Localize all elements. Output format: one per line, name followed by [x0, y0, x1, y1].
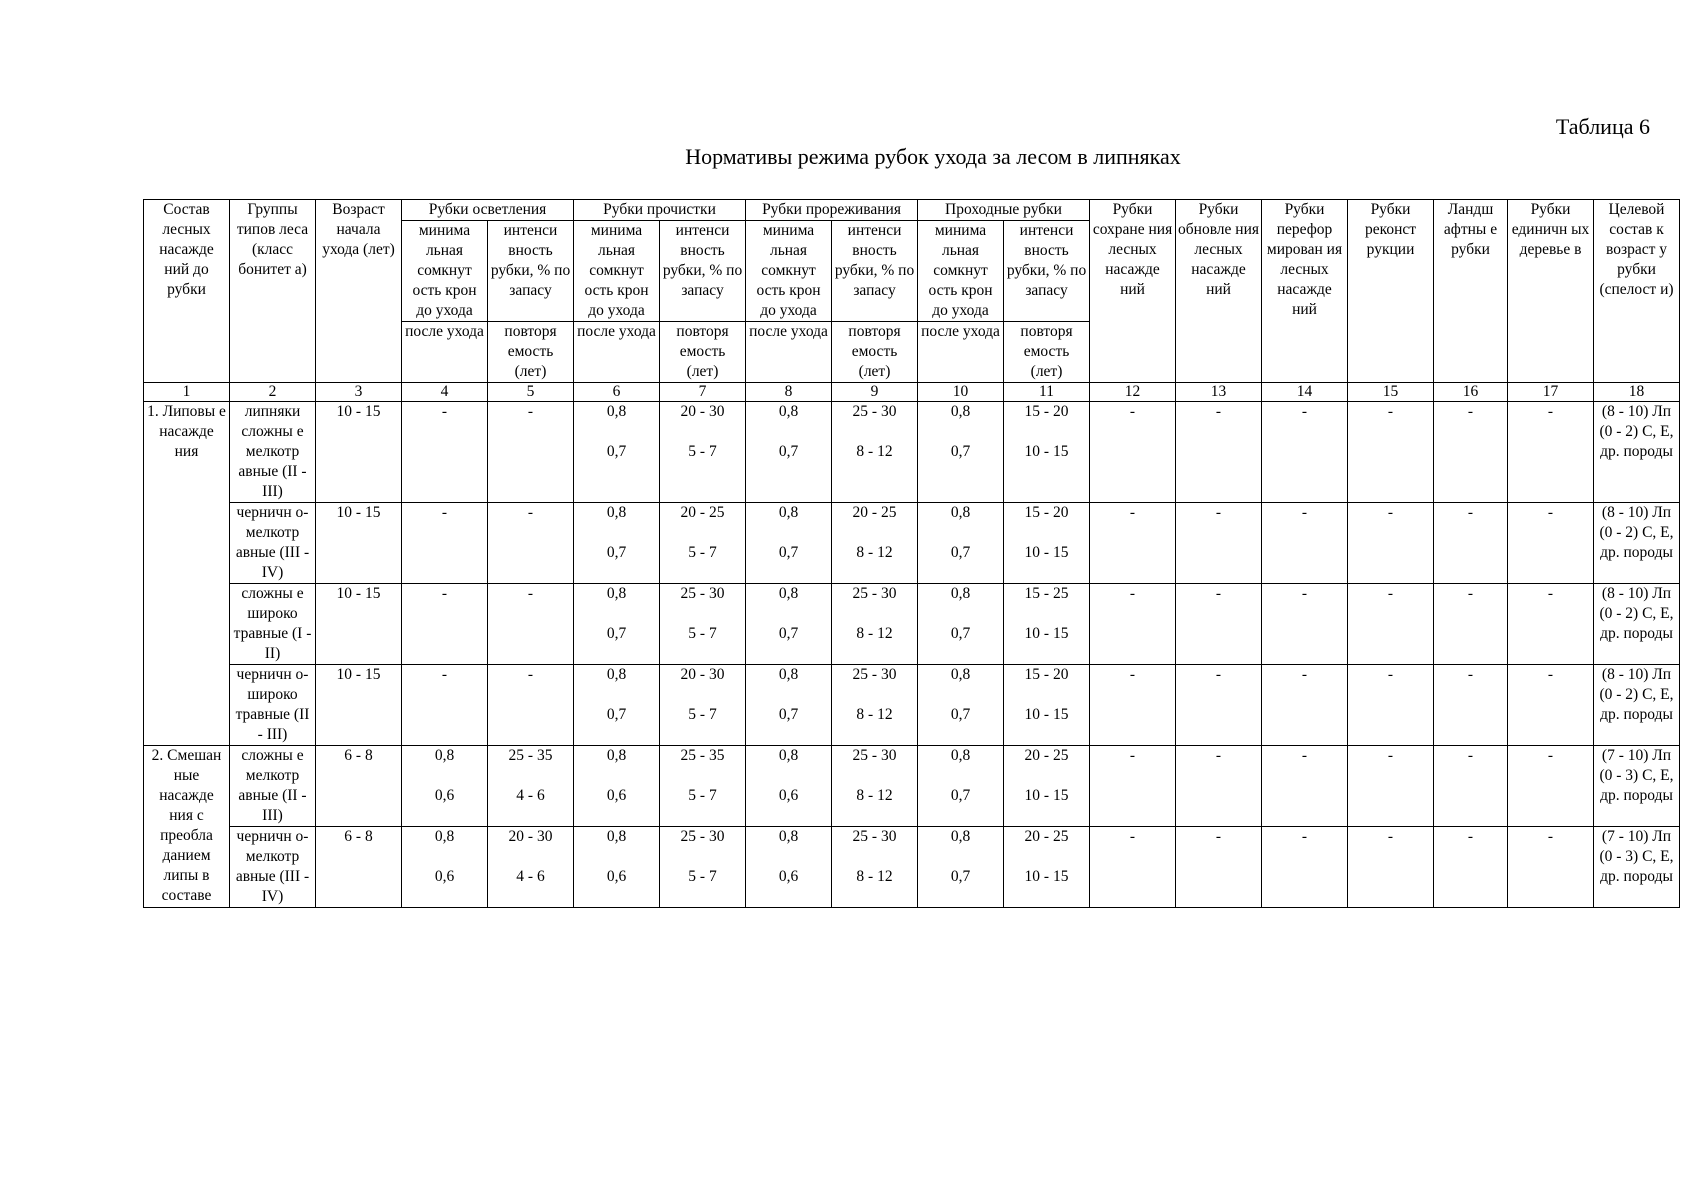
thinning-intensity-cell-lower: 8 - 12 [856, 787, 893, 804]
header-repeatability: повторя емость (лет) [660, 322, 746, 383]
header-passage: Проходные рубки [918, 200, 1090, 221]
cleaning-density-cell-lower: 0,7 [606, 443, 627, 460]
cleaning-intensity-cell-upper: 20 - 30 [680, 403, 725, 420]
other-cut-cell: - [1262, 665, 1348, 746]
thinning-density-cell-lower: 0,7 [778, 443, 799, 460]
other-cut-cell: - [1348, 746, 1434, 827]
thinning-intensity-cell [832, 402, 918, 503]
other-cut-cell: - [1508, 746, 1594, 827]
table-row [144, 827, 1680, 908]
passage-density-cell-lower: 0,7 [950, 787, 971, 804]
other-cut-cell: - [1348, 402, 1434, 503]
cleaning-intensity-cell-upper: 25 - 35 [680, 747, 725, 764]
other-cut-cell: - [1434, 584, 1508, 665]
passage-intensity-cell-lower: 10 - 15 [1024, 544, 1069, 561]
table-row [144, 746, 1680, 827]
cleaning-intensity-cell [660, 665, 746, 746]
other-cut-cell: - [1508, 827, 1594, 908]
lighting-density-cell [402, 584, 488, 665]
other-cut-cell: - [1434, 746, 1508, 827]
thinning-density-cell [746, 402, 832, 503]
cleaning-intensity-cell [660, 746, 746, 827]
thinning-intensity-cell-upper: 25 - 30 [852, 666, 897, 683]
thinning-intensity-cell-lower: 8 - 12 [856, 625, 893, 642]
other-cut-cell: - [1508, 402, 1594, 503]
lighting-intensity-cell-lower: 4 - 6 [516, 868, 545, 885]
lighting-density-cell [402, 503, 488, 584]
cleaning-density-cell-lower: 0,6 [606, 868, 627, 885]
thinning-density-cell-lower: 0,7 [778, 625, 799, 642]
cleaning-intensity-cell [660, 584, 746, 665]
header-repeatability: повторя емость (лет) [1004, 322, 1090, 383]
header-min-density: минима льная сомкнут ость крон до ухода [746, 221, 832, 322]
lighting-intensity-cell [488, 665, 574, 746]
column-number: 1 [144, 383, 230, 402]
header-renewal: Рубки обновле ния лесных насажде ний [1176, 200, 1262, 383]
column-number: 16 [1434, 383, 1508, 402]
cleaning-intensity-cell-upper: 25 - 30 [680, 585, 725, 602]
other-cut-cell: - [1090, 665, 1176, 746]
header-min-density: минима льная сомкнут ость крон до ухода [574, 221, 660, 322]
cleaning-density-cell-upper: 0,8 [606, 828, 627, 845]
lighting-density-cell [402, 746, 488, 827]
cleaning-density-cell [574, 746, 660, 827]
forest-type-cell: черничн о- мелкотр авные (III - IV) [230, 503, 316, 584]
column-number: 11 [1004, 383, 1090, 402]
header-after-care: после ухода [574, 322, 660, 383]
passage-density-cell-upper: 0,8 [950, 747, 971, 764]
column-number: 8 [746, 383, 832, 402]
column-number-row [144, 383, 1680, 402]
lighting-intensity-cell-lower: 4 - 6 [516, 787, 545, 804]
header-intensity: интенси вность рубки, % по запасу [660, 221, 746, 322]
column-number: 14 [1262, 383, 1348, 402]
thinning-density-cell-lower: 0,7 [778, 706, 799, 723]
lighting-density-cell-upper: - [441, 666, 448, 683]
passage-density-cell-upper: 0,8 [950, 828, 971, 845]
cleaning-intensity-cell-lower: 5 - 7 [688, 868, 717, 885]
column-number: 4 [402, 383, 488, 402]
target-composition-cell: (8 - 10) Лп (0 - 2) С, Е, др. породы [1594, 402, 1680, 503]
other-cut-cell: - [1090, 584, 1176, 665]
target-composition-cell: (8 - 10) Лп (0 - 2) С, Е, др. породы [1594, 503, 1680, 584]
thinning-intensity-cell [832, 665, 918, 746]
passage-intensity-cell [1004, 584, 1090, 665]
passage-density-cell-upper: 0,8 [950, 666, 971, 683]
passage-density-cell [918, 584, 1004, 665]
other-cut-cell: - [1090, 402, 1176, 503]
header-repeatability: повторя емость (лет) [488, 322, 574, 383]
passage-intensity-cell-lower: 10 - 15 [1024, 625, 1069, 642]
start-age-cell: 10 - 15 [316, 665, 402, 746]
header-thinning: Рубки прореживания [746, 200, 918, 221]
lighting-density-cell [402, 402, 488, 503]
header-cleaning: Рубки прочистки [574, 200, 746, 221]
thinning-intensity-cell [832, 827, 918, 908]
thinning-density-cell [746, 584, 832, 665]
thinning-intensity-cell-lower: 8 - 12 [856, 706, 893, 723]
cleaning-density-cell-upper: 0,8 [606, 747, 627, 764]
start-age-cell: 6 - 8 [316, 746, 402, 827]
other-cut-cell: - [1176, 665, 1262, 746]
table-row [144, 503, 1680, 584]
header-after-care: после ухода [918, 322, 1004, 383]
passage-intensity-cell-lower: 10 - 15 [1024, 868, 1069, 885]
lighting-density-cell-upper: - [441, 403, 448, 420]
thinning-density-cell-lower: 0,7 [778, 544, 799, 561]
header-reformation: Рубки перефор мирован ия лесных насажде ний [1262, 200, 1348, 383]
passage-density-cell [918, 402, 1004, 503]
other-cut-cell: - [1262, 584, 1348, 665]
header-row-1 [144, 200, 1680, 221]
lighting-density-cell-upper: 0,8 [434, 747, 455, 764]
passage-intensity-cell [1004, 402, 1090, 503]
passage-density-cell-upper: 0,8 [950, 403, 971, 420]
lighting-intensity-cell-upper: 20 - 30 [508, 828, 553, 845]
other-cut-cell: - [1434, 503, 1508, 584]
passage-intensity-cell-lower: 10 - 15 [1024, 787, 1069, 804]
target-composition-cell: (8 - 10) Лп (0 - 2) С, Е, др. породы [1594, 584, 1680, 665]
forest-type-cell: сложны е широко травные (I - II) [230, 584, 316, 665]
cleaning-density-cell-lower: 0,7 [606, 706, 627, 723]
thinning-density-cell [746, 827, 832, 908]
other-cut-cell: - [1176, 503, 1262, 584]
lighting-density-cell-lower: 0,6 [434, 868, 455, 885]
lighting-intensity-cell-upper: - [527, 585, 534, 602]
other-cut-cell: - [1090, 827, 1176, 908]
column-number: 15 [1348, 383, 1434, 402]
target-composition-cell: (7 - 10) Лп (0 - 3) С, Е, др. породы [1594, 746, 1680, 827]
thinning-density-cell-lower: 0,6 [778, 868, 799, 885]
lighting-density-cell-upper: 0,8 [434, 828, 455, 845]
passage-density-cell-upper: 0,8 [950, 585, 971, 602]
forest-type-cell: липняки сложны е мелкотр авные (II - III) [230, 402, 316, 503]
passage-density-cell [918, 503, 1004, 584]
cleaning-density-cell-lower: 0,7 [606, 625, 627, 642]
passage-intensity-cell [1004, 503, 1090, 584]
lighting-intensity-cell [488, 503, 574, 584]
thinning-intensity-cell-upper: 25 - 30 [852, 747, 897, 764]
thinning-intensity-cell-upper: 20 - 25 [852, 504, 897, 521]
cleaning-intensity-cell-upper: 20 - 25 [680, 504, 725, 521]
composition-cell: 1. Липовы е насажде ния [144, 402, 230, 746]
cleaning-intensity-cell-upper: 20 - 30 [680, 666, 725, 683]
lighting-density-cell-upper: - [441, 504, 448, 521]
passage-intensity-cell-lower: 10 - 15 [1024, 706, 1069, 723]
target-composition-cell: (7 - 10) Лп (0 - 3) С, Е, др. породы [1594, 827, 1680, 908]
thinning-density-cell-upper: 0,8 [778, 828, 799, 845]
column-number: 17 [1508, 383, 1594, 402]
passage-density-cell [918, 665, 1004, 746]
cleaning-intensity-cell-upper: 25 - 30 [680, 828, 725, 845]
other-cut-cell: - [1262, 827, 1348, 908]
header-intensity: интенси вность рубки, % по запасу [488, 221, 574, 322]
target-composition-cell: (8 - 10) Лп (0 - 2) С, Е, др. породы [1594, 665, 1680, 746]
cleaning-density-cell-lower: 0,6 [606, 787, 627, 804]
passage-intensity-cell-upper: 20 - 25 [1024, 828, 1069, 845]
thinning-intensity-cell-upper: 25 - 30 [852, 828, 897, 845]
other-cut-cell: - [1176, 402, 1262, 503]
composition-cell: 2. Смешан ные насажде ния с преобла данием липы в составе [144, 746, 230, 908]
start-age-cell: 10 - 15 [316, 503, 402, 584]
column-number: 12 [1090, 383, 1176, 402]
forest-type-cell: черничн о- широко травные (II - III) [230, 665, 316, 746]
passage-density-cell-lower: 0,7 [950, 544, 971, 561]
header-conservation: Рубки сохране ния лесных насажде ний [1090, 200, 1176, 383]
other-cut-cell: - [1176, 746, 1262, 827]
passage-intensity-cell-upper: 15 - 20 [1024, 403, 1069, 420]
other-cut-cell: - [1508, 665, 1594, 746]
lighting-density-cell [402, 827, 488, 908]
cleaning-density-cell-upper: 0,8 [606, 666, 627, 683]
cleaning-intensity-cell-lower: 5 - 7 [688, 443, 717, 460]
passage-intensity-cell-upper: 15 - 20 [1024, 666, 1069, 683]
other-cut-cell: - [1434, 665, 1508, 746]
other-cut-cell: - [1348, 827, 1434, 908]
other-cut-cell: - [1508, 503, 1594, 584]
lighting-intensity-cell [488, 584, 574, 665]
thinning-intensity-cell [832, 503, 918, 584]
column-number: 3 [316, 383, 402, 402]
lighting-intensity-cell [488, 827, 574, 908]
thinning-density-cell [746, 665, 832, 746]
cleaning-intensity-cell-lower: 5 - 7 [688, 625, 717, 642]
other-cut-cell: - [1262, 503, 1348, 584]
other-cut-cell: - [1348, 503, 1434, 584]
header-min-density: минима льная сомкнут ость крон до ухода [402, 221, 488, 322]
thinning-intensity-cell-upper: 25 - 30 [852, 585, 897, 602]
header-min-density: минима льная сомкнут ость крон до ухода [918, 221, 1004, 322]
cleaning-density-cell [574, 827, 660, 908]
lighting-density-cell-lower: 0,6 [434, 787, 455, 804]
other-cut-cell: - [1176, 584, 1262, 665]
column-number: 13 [1176, 383, 1262, 402]
table-body [144, 200, 1680, 908]
header-landscape: Ландш афтны е рубки [1434, 200, 1508, 383]
other-cut-cell: - [1348, 665, 1434, 746]
header-composition: Состав лесных насажде ний до рубки [144, 200, 230, 383]
passage-density-cell-lower: 0,7 [950, 625, 971, 642]
passage-density-cell [918, 827, 1004, 908]
other-cut-cell: - [1434, 402, 1508, 503]
header-intensity: интенси вность рубки, % по запасу [832, 221, 918, 322]
thinning-density-cell-upper: 0,8 [778, 666, 799, 683]
cleaning-density-cell [574, 665, 660, 746]
lighting-intensity-cell-upper: 25 - 35 [508, 747, 553, 764]
passage-density-cell [918, 746, 1004, 827]
column-number: 10 [918, 383, 1004, 402]
table-row [144, 665, 1680, 746]
table-row [144, 584, 1680, 665]
cleaning-intensity-cell-lower: 5 - 7 [688, 706, 717, 723]
forest-type-cell: черничн о- мелкотр авные (III - IV) [230, 827, 316, 908]
other-cut-cell: - [1090, 746, 1176, 827]
cleaning-density-cell-upper: 0,8 [606, 504, 627, 521]
header-start-age: Возраст начала ухода (лет) [316, 200, 402, 383]
cleaning-intensity-cell [660, 827, 746, 908]
header-reconstruction: Рубки реконст рукции [1348, 200, 1434, 383]
other-cut-cell: - [1434, 827, 1508, 908]
cleaning-intensity-cell [660, 402, 746, 503]
table-row [144, 402, 1680, 503]
header-lighting: Рубки осветления [402, 200, 574, 221]
passage-intensity-cell-upper: 20 - 25 [1024, 747, 1069, 764]
other-cut-cell: - [1262, 402, 1348, 503]
header-after-care: после ухода [746, 322, 832, 383]
cleaning-intensity-cell [660, 503, 746, 584]
header-target: Целевой состав к возраст у рубки (спелост и) [1594, 200, 1680, 383]
lighting-intensity-cell-upper: - [527, 666, 534, 683]
thinning-density-cell [746, 503, 832, 584]
thinning-intensity-cell [832, 584, 918, 665]
start-age-cell: 10 - 15 [316, 584, 402, 665]
document-title: Нормативы режима рубок ухода за лесом в липняках [685, 144, 1181, 169]
other-cut-cell: - [1262, 746, 1348, 827]
passage-intensity-cell [1004, 746, 1090, 827]
thinning-intensity-cell-lower: 8 - 12 [856, 868, 893, 885]
cleaning-intensity-cell-lower: 5 - 7 [688, 544, 717, 561]
column-number: 9 [832, 383, 918, 402]
cleaning-density-cell [574, 402, 660, 503]
lighting-intensity-cell [488, 402, 574, 503]
table-label: Таблица 6 [1555, 114, 1650, 139]
passage-intensity-cell-lower: 10 - 15 [1024, 443, 1069, 460]
cleaning-density-cell-upper: 0,8 [606, 585, 627, 602]
thinning-density-cell [746, 746, 832, 827]
header-repeatability: повторя емость (лет) [832, 322, 918, 383]
passage-density-cell-lower: 0,7 [950, 443, 971, 460]
passage-intensity-cell [1004, 665, 1090, 746]
other-cut-cell: - [1508, 584, 1594, 665]
passage-intensity-cell-upper: 15 - 20 [1024, 504, 1069, 521]
forest-type-cell: сложны е мелкотр авные (II - III) [230, 746, 316, 827]
column-number: 5 [488, 383, 574, 402]
thinning-density-cell-upper: 0,8 [778, 504, 799, 521]
lighting-density-cell-upper: - [441, 585, 448, 602]
thinning-density-cell-upper: 0,8 [778, 585, 799, 602]
passage-intensity-cell-upper: 15 - 25 [1024, 585, 1069, 602]
other-cut-cell: - [1090, 503, 1176, 584]
passage-density-cell-lower: 0,7 [950, 706, 971, 723]
lighting-intensity-cell [488, 746, 574, 827]
column-number: 7 [660, 383, 746, 402]
cleaning-density-cell-lower: 0,7 [606, 544, 627, 561]
cleaning-intensity-cell-lower: 5 - 7 [688, 787, 717, 804]
header-single-trees: Рубки единичн ых деревье в [1508, 200, 1594, 383]
passage-density-cell-lower: 0,7 [950, 868, 971, 885]
header-intensity: интенси вность рубки, % по запасу [1004, 221, 1090, 322]
start-age-cell: 6 - 8 [316, 827, 402, 908]
passage-intensity-cell [1004, 827, 1090, 908]
lighting-density-cell [402, 665, 488, 746]
header-after-care: после ухода [402, 322, 488, 383]
column-number: 6 [574, 383, 660, 402]
lighting-intensity-cell-upper: - [527, 403, 534, 420]
cleaning-density-cell-upper: 0,8 [606, 403, 627, 420]
cleaning-density-cell [574, 584, 660, 665]
thinning-density-cell-upper: 0,8 [778, 747, 799, 764]
thinning-intensity-cell-upper: 25 - 30 [852, 403, 897, 420]
passage-density-cell-upper: 0,8 [950, 504, 971, 521]
thinning-intensity-cell [832, 746, 918, 827]
lighting-intensity-cell-upper: - [527, 504, 534, 521]
other-cut-cell: - [1348, 584, 1434, 665]
norms-table [143, 199, 1680, 908]
column-number: 18 [1594, 383, 1680, 402]
column-number: 2 [230, 383, 316, 402]
header-forest-groups: Группы типов леса (класс бонитет а) [230, 200, 316, 383]
thinning-density-cell-lower: 0,6 [778, 787, 799, 804]
start-age-cell: 10 - 15 [316, 402, 402, 503]
thinning-intensity-cell-lower: 8 - 12 [856, 544, 893, 561]
thinning-intensity-cell-lower: 8 - 12 [856, 443, 893, 460]
cleaning-density-cell [574, 503, 660, 584]
other-cut-cell: - [1176, 827, 1262, 908]
thinning-density-cell-upper: 0,8 [778, 403, 799, 420]
